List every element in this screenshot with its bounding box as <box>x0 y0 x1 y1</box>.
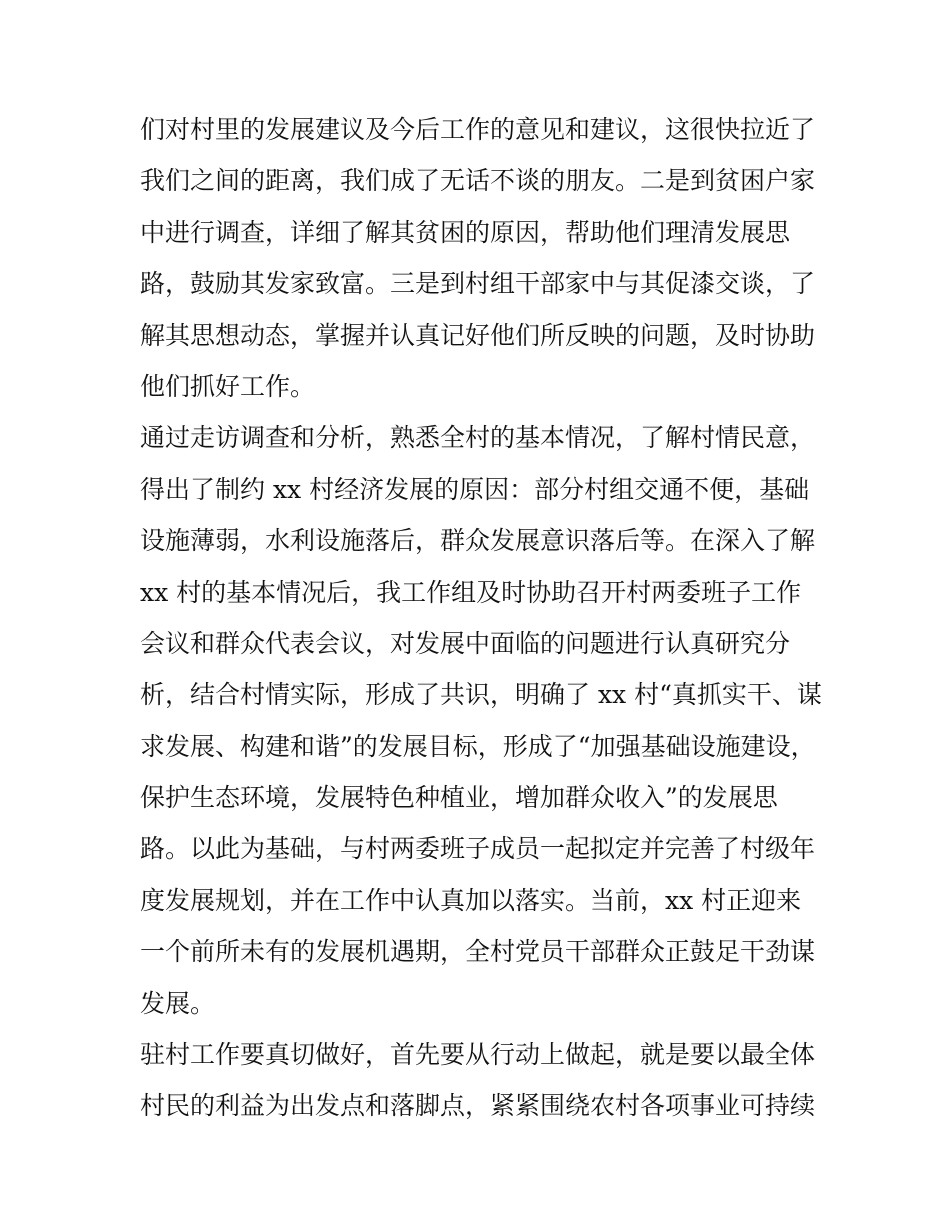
text-line: 驻村工作要真切做好，首先要从行动上做起，就是要以最全体 <box>140 1040 816 1070</box>
text-line: 析，结合村情实际，形成了共识，明确了 xx 村“真抓实干、谋 <box>140 680 822 710</box>
text-line: 解其思想动态，掌握并认真记好他们所反映的问题，及时协助 <box>140 320 816 350</box>
text-line: xx 村的基本情况后，我工作组及时协助召开村两委班子工作 <box>140 577 802 607</box>
text-line: 会议和群众代表会议，对发展中面临的问题进行认真研究分 <box>140 628 791 658</box>
text-line: 求发展、构建和谐”的发展目标，形成了“加强基础设施建设， <box>140 731 816 761</box>
text-line: 一个前所未有的发展机遇期，全村党员干部群众正鼓足干劲谋 <box>140 937 816 967</box>
text-line: 度发展规划，并在工作中认真加以落实。当前，xx 村正迎来 <box>140 885 802 915</box>
text-line: 村民的利益为出发点和落脚点，紧紧围绕农村各项事业可持续 <box>140 1091 816 1121</box>
text-line: 路。以此为基础，与村两委班子成员一起拟定并完善了村级年 <box>140 834 816 864</box>
text-line: 设施薄弱，水利设施落后，群众发展意识落后等。在深入了解 <box>140 526 816 556</box>
text-line: 得出了制约 xx 村经济发展的原因：部分村组交通不便，基础 <box>140 474 810 504</box>
text-line: 他们抓好工作。 <box>140 371 316 401</box>
text-line: 们对村里的发展建议及今后工作的意见和建议，这很快拉近了 <box>140 115 816 144</box>
text-line: 我们之间的距离，我们成了无话不谈的朋友。二是到贫困户家 <box>140 166 816 196</box>
text-line: 通过走访调查和分析，熟悉全村的基本情况，了解村情民意， <box>140 423 816 453</box>
text-line: 中进行调查，详细了解其贫困的原因，帮助他们理清发展思 <box>140 217 791 247</box>
text-line: 保护生态环境，发展特色种植业，增加群众收入”的发展思 <box>140 783 778 813</box>
text-line: 路，鼓励其发家致富。三是到村组干部家中与其促漆交谈，了 <box>140 269 816 299</box>
body-text <box>140 104 830 1132</box>
text-line: 发展。 <box>140 988 216 1018</box>
